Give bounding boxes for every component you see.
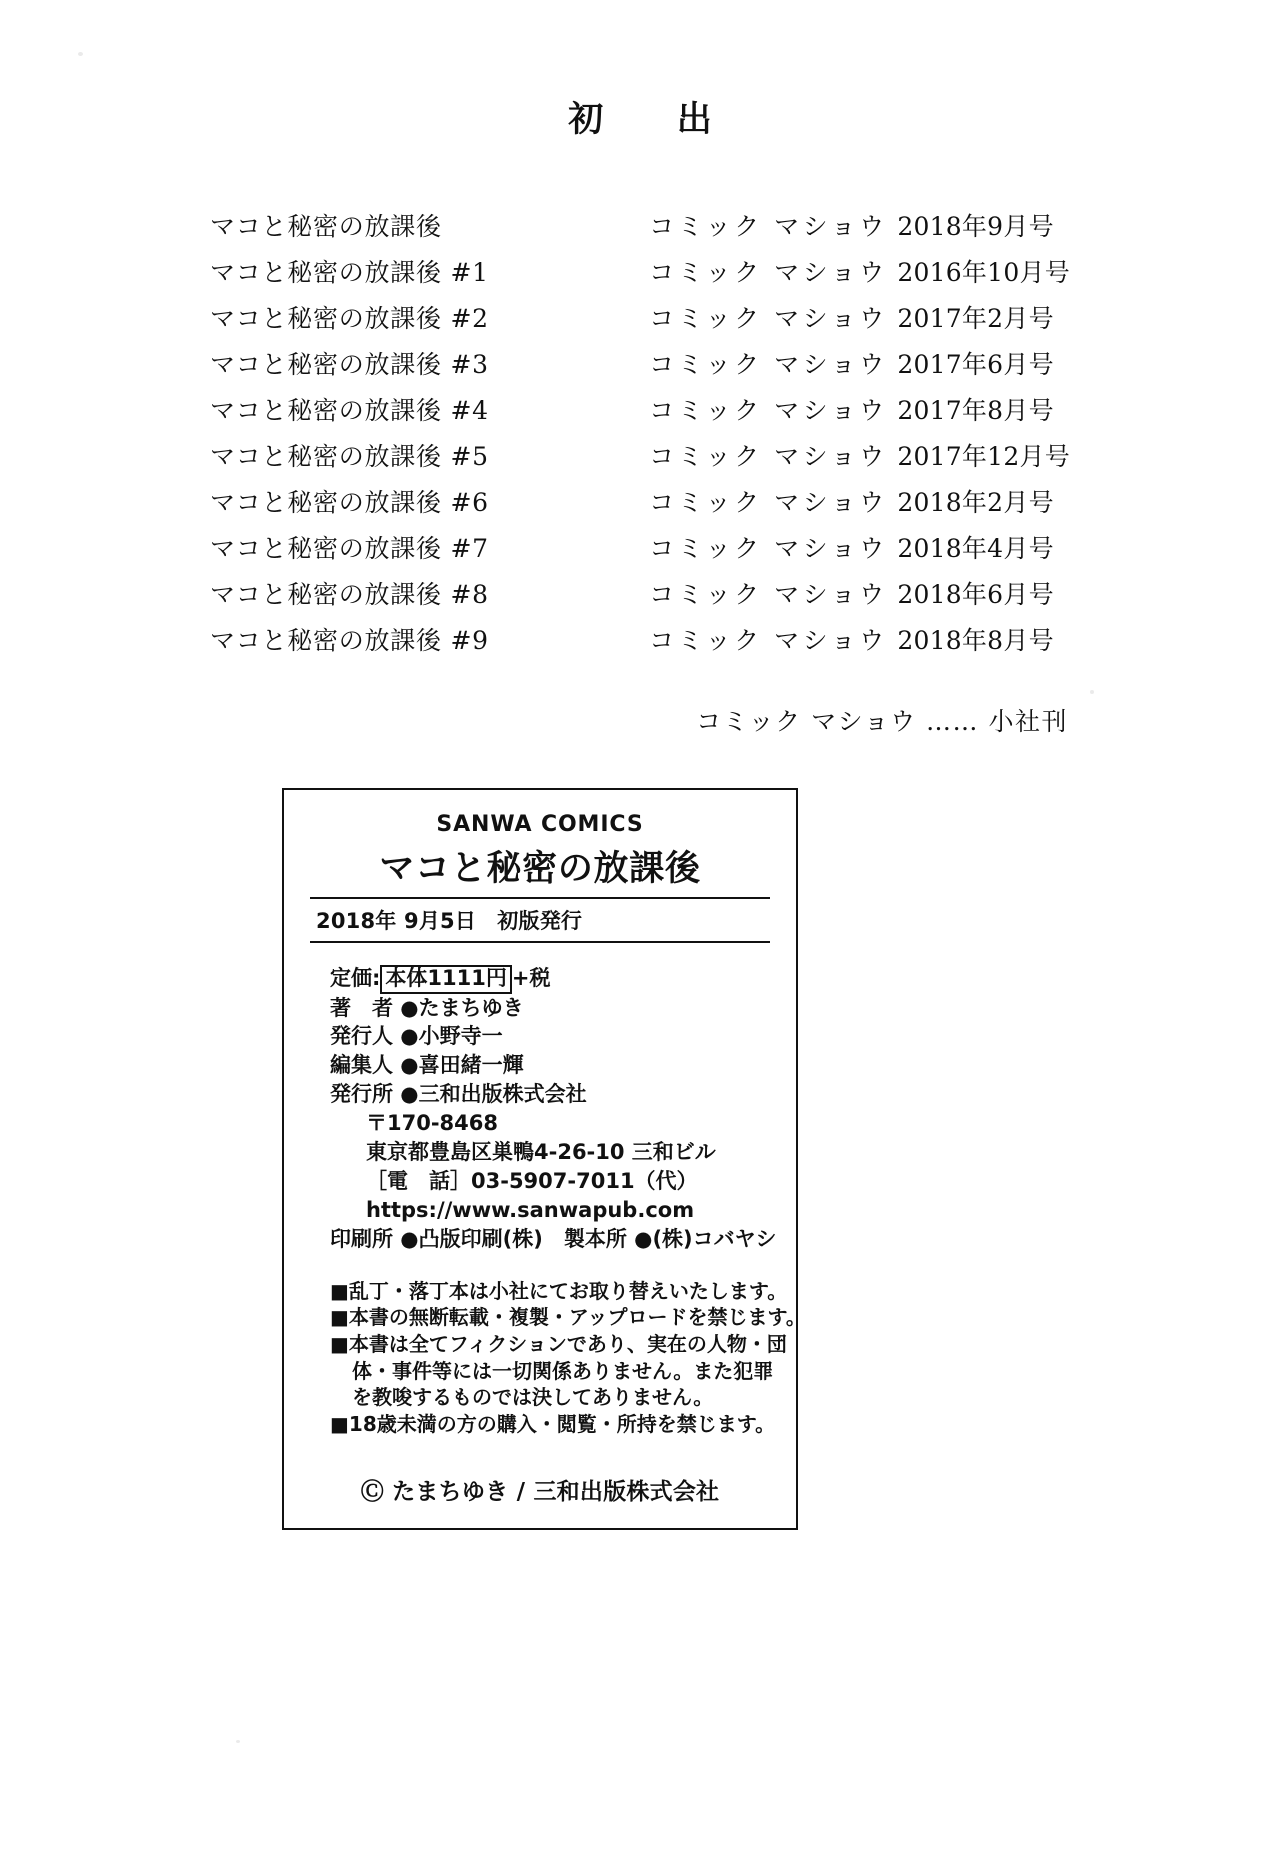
magazine-name: コミック マショウ [649,442,888,471]
magazine-name: コミック マショウ [649,534,888,563]
publication-date: 2018年 9月5日 初版発行 [316,909,583,933]
issue-date: 2018年9月号 [897,212,1054,241]
work-title: マコと秘密の放課後 #6 [210,488,489,517]
first-appearance-section [0,0,1280,738]
work-title: マコと秘密の放課後 #1 [210,258,489,287]
table-row [210,618,1070,664]
divider-rule-top [310,897,770,899]
magazine-name: コミック マショウ [649,350,888,379]
postal-code: 〒170-8468 [366,1111,498,1136]
credit-editor: 編集人 ●喜田緒一輝 [330,1053,524,1078]
issue-date: 2018年2月号 [897,488,1054,517]
magazine-name: コミック マショウ [649,258,888,287]
issue-date: 2017年2月号 [897,304,1054,333]
magazine-name: コミック マショウ [649,212,888,241]
work-title: マコと秘密の放課後 #5 [210,442,489,471]
magazine-name: コミック マショウ [649,488,888,517]
work-title: マコと秘密の放課後 #3 [210,350,489,379]
work-title: マコと秘密の放課後 #4 [210,396,489,425]
issue-date: 2017年12月号 [897,442,1070,471]
issue-date: 2016年10月号 [897,258,1070,287]
notice-item: を教唆するものでは決してありません。 [352,1385,714,1410]
table-row [210,526,1070,572]
colophon-box [282,788,806,1530]
table-row [210,388,1070,434]
notice-item: ■乱丁・落丁本は小社にてお取り替えいたします。 [330,1278,788,1303]
price-tax-note: +税 [511,966,551,990]
magazine-name: コミック マショウ [649,626,888,655]
table-row [210,434,1070,480]
table-row [210,296,1070,342]
first-appearance-table [210,204,1070,664]
telephone: ［電 話］03-5907-7011（代） [366,1169,698,1194]
credit-publishing-house: 発行所 ●三和出版株式会社 [330,1082,587,1107]
magazine-name: コミック マショウ [649,580,888,609]
price-value: 本体1111円 [380,965,511,994]
divider-rule-bottom [310,941,770,943]
table-row [210,250,1070,296]
paper-speckle [236,1740,240,1743]
price-label: 定価: [330,966,381,990]
issue-date: 2017年8月号 [897,396,1054,425]
magazine-name: コミック マショウ [649,396,888,425]
table-row [210,572,1070,618]
notice-item-age-restriction: ■18歳未満の方の購入・閲覧・所持を禁じます。 [330,1411,776,1436]
imprint-label: SANWA COMICS [436,812,644,837]
website-url[interactable]: https://www.sanwapub.com [366,1197,695,1222]
work-title: マコと秘密の放課後 #2 [210,304,489,333]
issue-date: 2017年6月号 [897,350,1054,379]
printer-binder: 印刷所 ●凸版印刷(株) 製本所 ●(株)コバヤシ [330,1226,777,1251]
work-title: マコと秘密の放課後 #7 [210,534,489,563]
credit-publisher-person: 発行人 ●小野寺一 [330,1024,503,1049]
street-address: 東京都豊島区巣鴨4-26-10 三和ビル [366,1140,716,1165]
page-title: 初 出 [568,99,731,140]
copyright-line: Ⓒ たまちゆき / 三和出版株式会社 [360,1479,720,1506]
table-row [210,204,1070,250]
table-row [210,342,1070,388]
magazine-publisher-note: コミック マショウ …… 小社刊 [696,707,1068,736]
credit-author: 著 者 ●たまちゆき [330,995,524,1020]
issue-date: 2018年6月号 [897,580,1054,609]
notices-list [330,1278,806,1438]
work-title: マコと秘密の放課後 #8 [210,580,489,609]
book-title: マコと秘密の放課後 [379,849,701,889]
magazine-name: コミック マショウ [649,304,888,333]
notice-item: 体・事件等には一切関係ありません。また犯罪 [352,1358,774,1383]
notice-item: ■本書の無断転載・複製・アップロードを禁じます。 [330,1305,806,1330]
price-line [330,965,770,994]
work-title: マコと秘密の放課後 #9 [210,626,489,655]
work-title: マコと秘密の放課後 [210,212,442,241]
notice-item: ■本書は全てフィクションであり、実在の人物・団 [330,1332,787,1356]
issue-date: 2018年8月号 [897,626,1054,655]
issue-date: 2018年4月号 [897,534,1054,563]
table-row [210,480,1070,526]
